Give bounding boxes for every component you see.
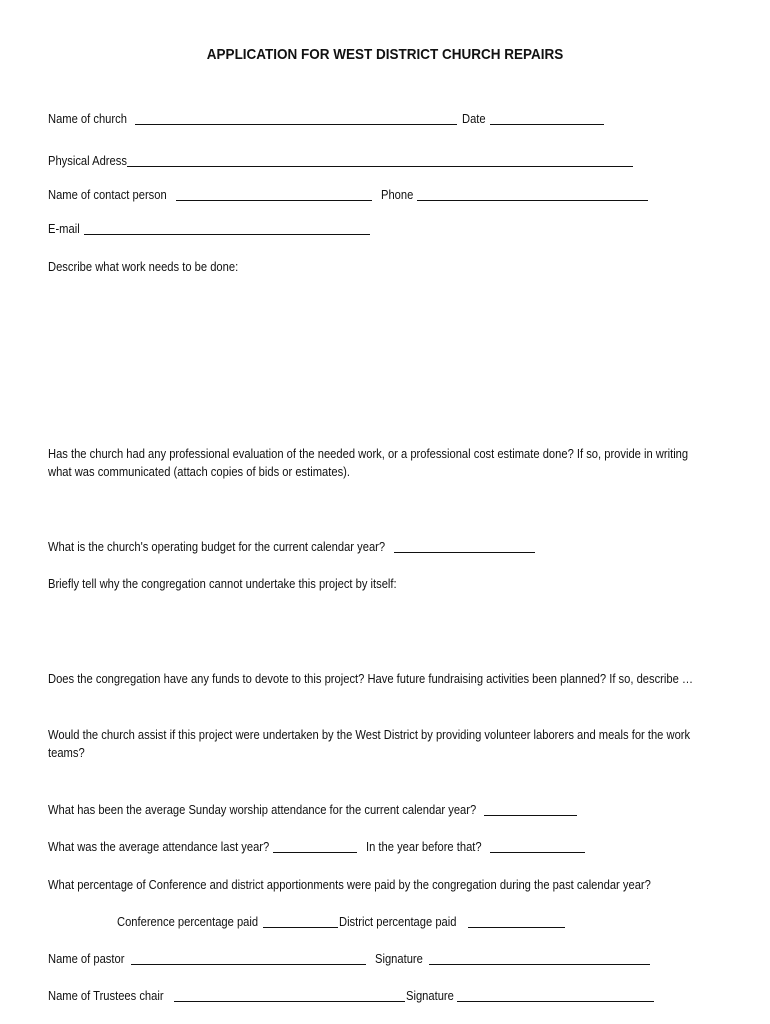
pastor-signature-label: Signature xyxy=(375,951,423,966)
assist-answer-area[interactable] xyxy=(48,766,708,796)
church-name-field[interactable] xyxy=(135,124,457,125)
work-description-area[interactable] xyxy=(48,280,708,430)
year-before-field[interactable] xyxy=(490,852,585,853)
budget-field[interactable] xyxy=(394,552,535,553)
funds-question: Does the congregation have any funds to devote to this project? Have future fundraising activities been planned? If so, describe … xyxy=(48,671,694,686)
evaluation-question-line1: Has the church had any professional evaluation of the needed work, or a professional cost estimate done? If so, provide in writing xyxy=(48,446,689,461)
address-field[interactable] xyxy=(127,166,633,167)
budget-question: What is the church's operating budget for the current calendar year? xyxy=(48,539,386,554)
email-field[interactable] xyxy=(84,234,370,235)
conference-paid-field[interactable] xyxy=(263,927,338,928)
address-label: Physical Adress xyxy=(48,153,127,168)
church-name-label: Name of church xyxy=(48,111,127,126)
evaluation-answer-area[interactable] xyxy=(48,485,708,530)
trustees-name-label: Name of Trustees chair xyxy=(48,988,164,1003)
last-year-field[interactable] xyxy=(273,852,357,853)
contact-person-field[interactable] xyxy=(176,200,372,201)
date-field[interactable] xyxy=(490,124,604,125)
date-label: Date xyxy=(462,111,486,126)
assist-question-line1: Would the church assist if this project were undertaken by the West District by providing volunteer laborers and meals for the work xyxy=(48,727,691,742)
district-paid-field[interactable] xyxy=(468,927,565,928)
trustees-name-field[interactable] xyxy=(174,1001,405,1002)
pastor-name-label: Name of pastor xyxy=(48,951,125,966)
contact-person-label: Name of contact person xyxy=(48,187,167,202)
evaluation-question-line2: what was communicated (attach copies of bids or estimates). xyxy=(48,464,350,479)
funds-answer-area[interactable] xyxy=(48,692,708,722)
why-not-self-answer-area[interactable] xyxy=(48,597,708,662)
phone-field[interactable] xyxy=(417,200,648,201)
work-description-label: Describe what work needs to be done: xyxy=(48,259,239,274)
last-year-question: What was the average attendance last year? xyxy=(48,839,270,854)
trustees-signature-field[interactable] xyxy=(457,1001,654,1002)
trustees-signature-label: Signature xyxy=(406,988,454,1003)
conference-paid-label: Conference percentage paid xyxy=(117,914,259,929)
district-paid-label: District percentage paid xyxy=(339,914,457,929)
apportionments-question: What percentage of Conference and district apportionments were paid by the congregation during the past calendar year? xyxy=(48,877,651,892)
avg-attendance-question: What has been the average Sunday worship attendance for the current calendar year? xyxy=(48,802,477,817)
why-not-self-question: Briefly tell why the congregation cannot undertake this project by itself: xyxy=(48,576,397,591)
email-label: E-mail xyxy=(48,221,80,236)
form-title: APPLICATION FOR WEST DISTRICT CHURCH REPAIRS xyxy=(206,46,564,63)
phone-label: Phone xyxy=(381,187,414,202)
assist-question-line2: teams? xyxy=(48,745,85,760)
avg-attendance-field[interactable] xyxy=(484,815,577,816)
pastor-signature-field[interactable] xyxy=(429,964,650,965)
year-before-question: In the year before that? xyxy=(366,839,482,854)
pastor-name-field[interactable] xyxy=(131,964,366,965)
